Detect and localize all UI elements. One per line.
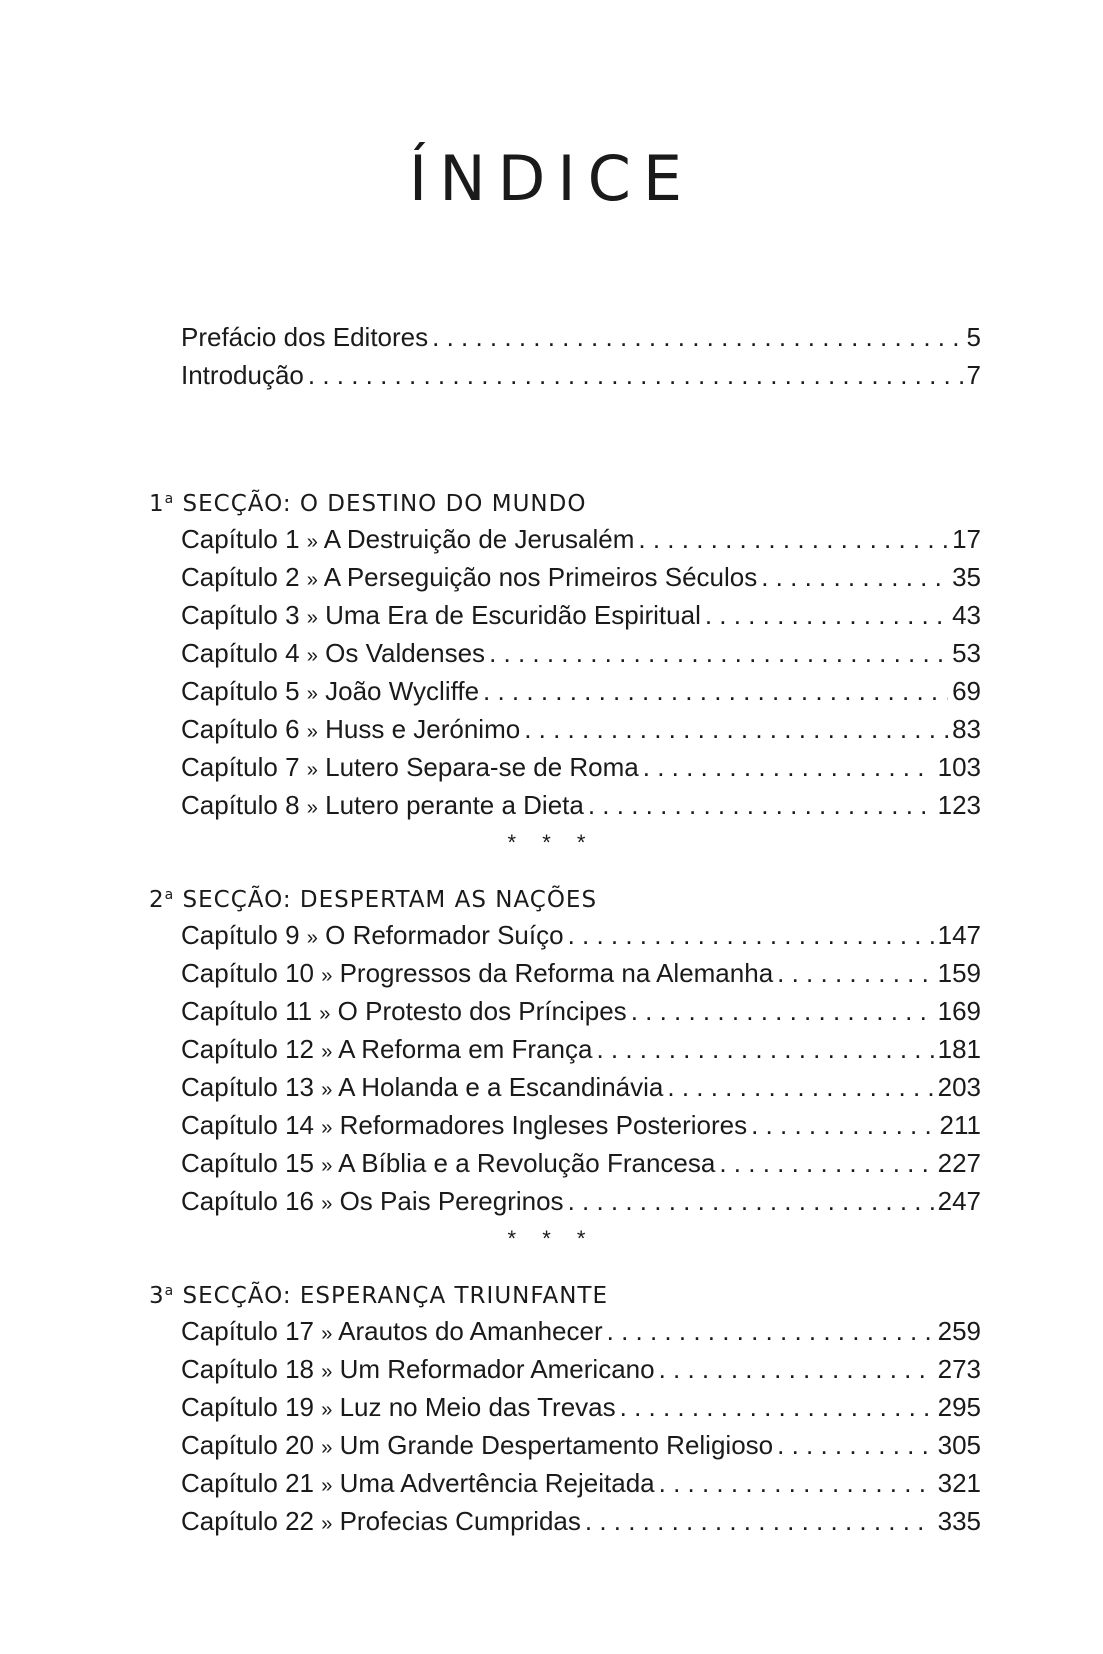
entry-label (181, 634, 485, 675)
dot-leader (596, 1030, 933, 1068)
page-number: 181 (937, 1034, 981, 1064)
dot-leader (432, 318, 962, 356)
chapter-title: Uma Era de Escuridão Espiritual (325, 600, 701, 630)
toc-entry (181, 1312, 981, 1350)
dot-leader (585, 1502, 934, 1540)
chapter-number: Capítulo 17 (181, 1316, 314, 1346)
dot-leader (761, 558, 948, 596)
entry-label (181, 992, 627, 1033)
chapter-separator: » (321, 1079, 333, 1101)
chapter-number: Capítulo 15 (181, 1148, 314, 1178)
chapter-number: Capítulo 22 (181, 1506, 314, 1536)
dot-leader (631, 992, 934, 1030)
page-number: 295 (937, 1392, 981, 1422)
entry-label (181, 1068, 663, 1109)
dot-leader (751, 1106, 935, 1144)
toc-entry (181, 1350, 981, 1388)
toc-entry (181, 992, 981, 1030)
section-title: SECÇÃO: O DESTINO DO MUNDO (182, 491, 587, 517)
page-number: 17 (952, 524, 981, 554)
toc-entry (181, 1388, 981, 1426)
chapter-separator: » (321, 1399, 333, 1421)
chapter-number: Capítulo 3 (181, 600, 300, 630)
entry-label (181, 672, 479, 713)
entry-label (181, 1426, 773, 1467)
entry-label (181, 748, 639, 789)
page-number: 247 (937, 1186, 981, 1216)
chapter-title: Lutero perante a Dieta (325, 790, 584, 820)
chapter-separator: » (306, 531, 318, 553)
section-ordinal: 3 (149, 1283, 165, 1309)
entry-title: Introdução (181, 360, 304, 390)
chapter-separator: » (321, 1475, 333, 1497)
chapter-title: Luz no Meio das Trevas (339, 1392, 616, 1422)
toc-entry (181, 748, 981, 786)
dot-leader (777, 954, 933, 992)
chapter-separator: » (321, 1437, 333, 1459)
entry-label (181, 1182, 564, 1223)
section-ordinal: 1 (149, 491, 165, 517)
chapter-number: Capítulo 5 (181, 676, 300, 706)
section-heading (149, 478, 979, 520)
chapter-separator: » (306, 683, 318, 705)
page-number: 305 (937, 1430, 981, 1460)
chapter-number: Capítulo 19 (181, 1392, 314, 1422)
spacer (0, 1258, 1103, 1270)
toc-entry (181, 520, 981, 558)
page-number: 35 (952, 562, 981, 592)
toc-entry (181, 1464, 981, 1502)
entry-label (181, 710, 520, 751)
chapter-title: Um Reformador Americano (339, 1354, 655, 1384)
dot-leader (607, 1312, 934, 1350)
section-ordinal-suffix: a (164, 887, 175, 903)
page-number: 169 (937, 996, 981, 1026)
toc-entry (181, 596, 981, 634)
entry-label (181, 596, 701, 637)
chapter-title: Um Grande Despertamento Religioso (339, 1430, 774, 1460)
chapter-separator: » (319, 1003, 331, 1025)
chapter-separator: » (321, 1513, 333, 1535)
chapter-separator: » (306, 927, 318, 949)
section-divider: * * * (507, 830, 596, 855)
page-number: 211 (939, 1110, 981, 1140)
chapter-separator: » (321, 1117, 333, 1139)
page-number: 103 (937, 752, 981, 782)
chapter-title: Uma Advertência Rejeitada (339, 1468, 655, 1498)
toc-entry (181, 356, 981, 394)
page-title: ÍNDICE (408, 142, 695, 215)
toc-entry (181, 634, 981, 672)
chapter-title: O Reformador Suíço (325, 920, 564, 950)
chapter-title: Progressos da Reforma na Alemanha (339, 958, 774, 988)
chapter-number: Capítulo 1 (181, 524, 300, 554)
chapter-title: O Protesto dos Príncipes (337, 996, 627, 1026)
dot-leader (705, 596, 948, 634)
chapter-title: Profecias Cumpridas (339, 1506, 581, 1536)
toc-entry (181, 558, 981, 596)
dot-leader (659, 1464, 934, 1502)
chapter-separator: » (306, 797, 318, 819)
dot-leader (659, 1350, 934, 1388)
page-number: 7 (966, 360, 981, 390)
chapter-separator: » (306, 607, 318, 629)
front-matter-list (0, 318, 1103, 394)
page-number: 321 (937, 1468, 981, 1498)
chapter-number: Capítulo 21 (181, 1468, 314, 1498)
chapter-separator: » (306, 721, 318, 743)
page-number: 5 (966, 322, 981, 352)
entry-label (181, 1106, 747, 1147)
section-ordinal-suffix: a (164, 1283, 175, 1299)
entry-title: Prefácio dos Editores (181, 322, 429, 352)
chapter-number: Capítulo 9 (181, 920, 300, 950)
page-number: 273 (937, 1354, 981, 1384)
dot-leader (588, 786, 934, 824)
section-ordinal: 2 (149, 887, 165, 913)
chapter-number: Capítulo 8 (181, 790, 300, 820)
entry-label (181, 1502, 581, 1543)
toc-entry (181, 672, 981, 710)
chapter-number: Capítulo 14 (181, 1110, 314, 1140)
toc-entry (181, 954, 981, 992)
chapter-separator: » (321, 1323, 333, 1345)
spacer (0, 862, 1103, 874)
page-number: 259 (937, 1316, 981, 1346)
chapter-separator: » (306, 645, 318, 667)
toc-entry (181, 1182, 981, 1220)
toc-entry (181, 1068, 981, 1106)
dot-leader (568, 1182, 934, 1220)
toc-entry (181, 1502, 981, 1540)
chapter-title: Reformadores Ingleses Posteriores (339, 1110, 748, 1140)
section-ordinal-suffix: a (164, 491, 175, 507)
chapter-separator: » (321, 1193, 333, 1215)
entry-label (181, 1030, 592, 1071)
dot-leader (524, 710, 948, 748)
section-title: SECÇÃO: DESPERTAM AS NAÇÕES (182, 887, 598, 913)
section-title: SECÇÃO: ESPERANÇA TRIUNFANTE (182, 1283, 609, 1309)
chapter-number: Capítulo 18 (181, 1354, 314, 1384)
chapter-separator: » (321, 1361, 333, 1383)
entry-label (181, 1312, 603, 1353)
toc-entry (181, 916, 981, 954)
entry-label (181, 1144, 715, 1185)
dot-leader (308, 356, 963, 394)
dot-leader (643, 748, 934, 786)
entry-label (181, 1350, 655, 1391)
page-number: 147 (937, 920, 981, 950)
chapter-title: A Reforma em França (338, 1034, 593, 1064)
spacer (0, 394, 1103, 478)
page-number: 203 (937, 1072, 981, 1102)
toc-entry (181, 318, 981, 356)
dot-leader (620, 1388, 934, 1426)
toc-entry (181, 786, 981, 824)
section-heading (149, 874, 979, 916)
chapter-title: Os Pais Peregrinos (339, 1186, 564, 1216)
page-number: 69 (952, 676, 981, 706)
chapter-title: João Wycliffe (325, 676, 480, 706)
chapter-number: Capítulo 20 (181, 1430, 314, 1460)
chapter-separator: » (321, 1155, 333, 1177)
chapter-number: Capítulo 7 (181, 752, 300, 782)
page-number: 83 (952, 714, 981, 744)
chapter-title: Os Valdenses (325, 638, 486, 668)
chapter-separator: » (306, 569, 318, 591)
chapter-title: Arautos do Amanhecer (338, 1316, 603, 1346)
chapter-title: Lutero Separa-se de Roma (325, 752, 639, 782)
section-divider: * * * (507, 1226, 596, 1251)
toc-entry (181, 710, 981, 748)
dot-leader (568, 916, 934, 954)
dot-leader (719, 1144, 933, 1182)
chapter-number: Capítulo 11 (181, 996, 313, 1026)
chapter-number: Capítulo 10 (181, 958, 314, 988)
chapter-number: Capítulo 6 (181, 714, 300, 744)
table-of-contents (0, 318, 1103, 1552)
entry-label (181, 1388, 616, 1429)
entry-label (181, 916, 564, 957)
section-heading (149, 1270, 979, 1312)
sections-list (0, 478, 1103, 1552)
chapter-title: A Bíblia e a Revolução Francesa (338, 1148, 716, 1178)
chapter-title: A Holanda e a Escandinávia (338, 1072, 664, 1102)
dot-leader (483, 672, 948, 710)
entry-label (181, 954, 773, 995)
entry-label (181, 558, 757, 599)
chapter-separator: » (321, 1041, 333, 1063)
toc-entry (181, 1106, 981, 1144)
page-number: 43 (952, 600, 981, 630)
entry-label (181, 1464, 655, 1505)
chapter-title: Huss e Jerónimo (325, 714, 521, 744)
page-number: 335 (937, 1506, 981, 1536)
page-number: 159 (937, 958, 981, 988)
dot-leader (638, 520, 948, 558)
page-number: 123 (937, 790, 981, 820)
chapter-number: Capítulo 4 (181, 638, 300, 668)
toc-entry (181, 1426, 981, 1464)
chapter-number: Capítulo 13 (181, 1072, 314, 1102)
chapter-title: A Destruição de Jerusalém (323, 524, 635, 554)
chapter-separator: » (321, 965, 333, 987)
chapter-number: Capítulo 12 (181, 1034, 314, 1064)
page-number: 53 (952, 638, 981, 668)
dot-leader (667, 1068, 933, 1106)
chapter-number: Capítulo 16 (181, 1186, 314, 1216)
toc-entry (181, 1030, 981, 1068)
chapter-separator: » (306, 759, 318, 781)
dot-leader (489, 634, 948, 672)
entry-label (181, 786, 584, 827)
toc-entry (181, 1144, 981, 1182)
page-number: 227 (937, 1148, 981, 1178)
dot-leader (777, 1426, 933, 1464)
entry-label (181, 520, 634, 561)
chapter-number: Capítulo 2 (181, 562, 300, 592)
chapter-title: A Perseguição nos Primeiros Séculos (323, 562, 758, 592)
